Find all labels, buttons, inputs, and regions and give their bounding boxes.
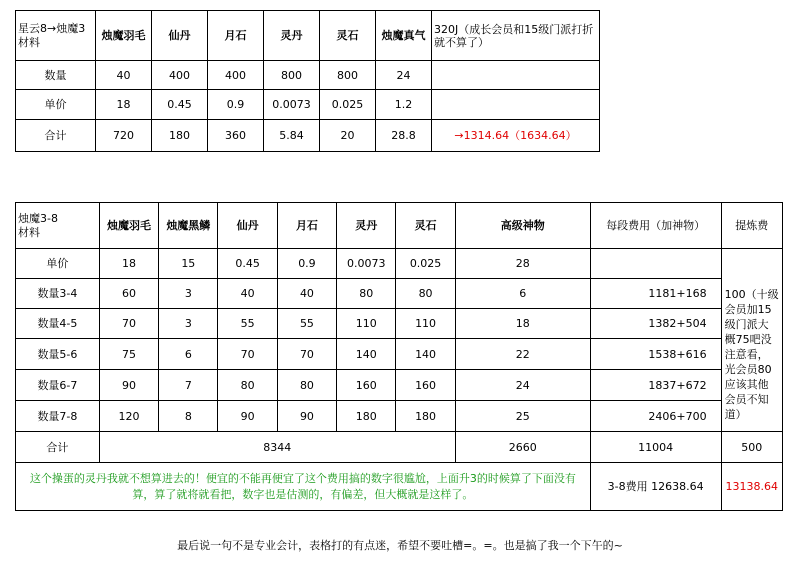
table2-header: 高级神物 <box>455 203 590 249</box>
table1-header: 烛魔真气 <box>376 11 432 61</box>
cell: 400 <box>152 61 208 90</box>
cell: 80 <box>396 279 455 309</box>
row-label: 单价 <box>16 90 96 120</box>
cost-cell: 1538+616 <box>590 339 721 370</box>
cell: 70 <box>277 339 336 370</box>
table2-header: 烛魔羽毛 <box>99 203 158 249</box>
cell: 60 <box>99 279 158 309</box>
cell: 720 <box>96 120 152 152</box>
grand-total: 13138.64 <box>721 463 782 511</box>
row-label: 数量6-7 <box>16 370 100 401</box>
cell: 0.025 <box>396 249 455 279</box>
table-row <box>16 370 783 401</box>
refine-total: 500 <box>721 432 782 463</box>
cell: 140 <box>396 339 455 370</box>
shenwu-total: 2660 <box>455 432 590 463</box>
table1-header: 烛魔羽毛 <box>96 11 152 61</box>
cell: 110 <box>396 309 455 339</box>
range-cost-label: 3-8费用 12638.64 <box>590 463 721 511</box>
cell: 400 <box>208 61 264 90</box>
cell: 1.2 <box>376 90 432 120</box>
cell: 5.84 <box>264 120 320 152</box>
cell: 360 <box>208 120 264 152</box>
cell: 15 <box>159 249 218 279</box>
table1-corner: 星云8→烛魔3 材料 <box>16 11 96 61</box>
cell: 80 <box>218 370 277 401</box>
row-label: 合计 <box>16 120 96 152</box>
cell: 0.025 <box>320 90 376 120</box>
row-label: 单价 <box>16 249 100 279</box>
cell: 55 <box>218 309 277 339</box>
cell: 18 <box>455 309 590 339</box>
cell: 24 <box>455 370 590 401</box>
row-label: 合计 <box>16 432 100 463</box>
row-label: 数量7-8 <box>16 401 100 432</box>
footer-note: 最后说一句不是专业会计，表格打的有点迷，希望不要吐槽=。=。也是搞了我一个下午的~ <box>177 539 623 552</box>
cost-cell: 1837+672 <box>590 370 721 401</box>
cell: 160 <box>337 370 396 401</box>
cell: 70 <box>218 339 277 370</box>
cost-total: 11004 <box>590 432 721 463</box>
row-label: 数量5-6 <box>16 339 100 370</box>
refine-note: 100（十级会员加15级门派大概75吧没注意看，光会员80应该其他会员不知道） <box>721 279 782 432</box>
table1-header: 灵丹 <box>264 11 320 61</box>
cell: 0.0073 <box>337 249 396 279</box>
table2-header: 仙丹 <box>218 203 277 249</box>
cost-cell: 1382+504 <box>590 309 721 339</box>
table2-header: 每段费用（加神物） <box>590 203 721 249</box>
cell: 28 <box>455 249 590 279</box>
cell: 70 <box>99 309 158 339</box>
cell: 180 <box>396 401 455 432</box>
cell: 90 <box>218 401 277 432</box>
row-label: 数量4-5 <box>16 309 100 339</box>
cell: 55 <box>277 309 336 339</box>
cell: 8 <box>159 401 218 432</box>
table-row <box>16 401 783 432</box>
cell: 140 <box>337 339 396 370</box>
cell: 0.9 <box>208 90 264 120</box>
cell: 40 <box>96 61 152 90</box>
cell: 0.9 <box>277 249 336 279</box>
table2-header: 月石 <box>277 203 336 249</box>
cell: 18 <box>99 249 158 279</box>
cell <box>590 249 721 279</box>
cell: 160 <box>396 370 455 401</box>
cell: 180 <box>337 401 396 432</box>
cell <box>432 61 600 90</box>
table-row <box>16 61 600 90</box>
cell: 20 <box>320 120 376 152</box>
row-label: 数量 <box>16 61 96 90</box>
materials-total: 8344 <box>99 432 455 463</box>
table-row <box>16 120 600 152</box>
table2-header: 提炼费 <box>721 203 782 249</box>
cell: 40 <box>277 279 336 309</box>
total-cost-cell: →1314.64（1634.64） <box>432 120 600 152</box>
cell: 6 <box>455 279 590 309</box>
cell: 25 <box>455 401 590 432</box>
cell: 0.45 <box>218 249 277 279</box>
table1-note: 320J（成长会员和15级门派打折就不算了） <box>432 11 600 61</box>
cell: 120 <box>99 401 158 432</box>
table-row <box>16 339 783 370</box>
cell <box>432 90 600 120</box>
cell: 90 <box>277 401 336 432</box>
green-note: 这个操蛋的灵丹我就不想算进去的！便宜的不能再便宜了这个费用搞的数字很尴尬，上面升3的时候算了下面没有算，算了就将就看把，数字也是估测的，有偏差，但大概就是这样了。 <box>16 463 591 511</box>
cell: 22 <box>455 339 590 370</box>
table2-header: 灵丹 <box>337 203 396 249</box>
table-row <box>16 279 783 309</box>
cell: 110 <box>337 309 396 339</box>
cost-cell: 2406+700 <box>590 401 721 432</box>
cell: 800 <box>264 61 320 90</box>
cell: 40 <box>218 279 277 309</box>
table-row <box>16 249 783 279</box>
materials-table-2 <box>15 202 783 511</box>
cell: 90 <box>99 370 158 401</box>
cell: 6 <box>159 339 218 370</box>
cell: 800 <box>320 61 376 90</box>
cell: 0.0073 <box>264 90 320 120</box>
table2-corner: 烛魔3-8 材料 <box>16 203 100 249</box>
table1-header: 仙丹 <box>152 11 208 61</box>
cell: 0.45 <box>152 90 208 120</box>
cell: 7 <box>159 370 218 401</box>
table-row <box>16 463 783 511</box>
cell: 3 <box>159 279 218 309</box>
cell: 28.8 <box>376 120 432 152</box>
table-row <box>16 432 783 463</box>
cell: 180 <box>152 120 208 152</box>
cell: 18 <box>96 90 152 120</box>
cell: 80 <box>337 279 396 309</box>
materials-table-1 <box>15 10 600 152</box>
table1-header: 月石 <box>208 11 264 61</box>
cell: 80 <box>277 370 336 401</box>
row-label: 数量3-4 <box>16 279 100 309</box>
cell: 24 <box>376 61 432 90</box>
cell: 3 <box>159 309 218 339</box>
table1-header: 灵石 <box>320 11 376 61</box>
cell <box>721 249 782 279</box>
table2-header: 灵石 <box>396 203 455 249</box>
table-row <box>16 90 600 120</box>
cost-cell: 1181+168 <box>590 279 721 309</box>
cell: 75 <box>99 339 158 370</box>
table2-header: 烛魔黑鳞 <box>159 203 218 249</box>
table-row <box>16 309 783 339</box>
